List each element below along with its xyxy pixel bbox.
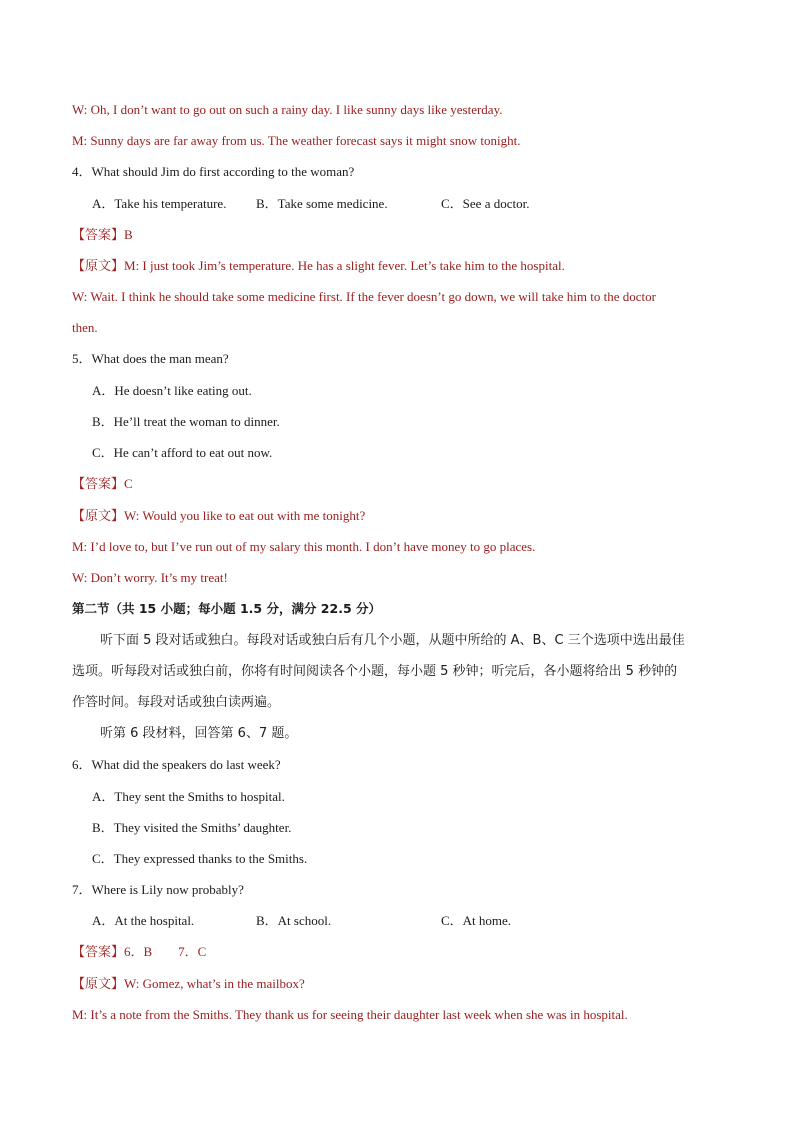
option-7b: B．At school. — [256, 913, 332, 928]
option-7a: A．At the hospital. — [92, 913, 195, 928]
answer-value: 6．B 7．C — [124, 944, 207, 959]
transcript-6-7 — [72, 975, 305, 994]
dialogue-line: W: Don’t worry. It’s my treat! — [72, 570, 228, 585]
answer-4 — [72, 226, 133, 245]
instruction-line: 听第 6 段材料，回答第 6、7 题。 — [100, 726, 298, 741]
answer-tag: 【答案】 — [72, 477, 125, 492]
dialogue-line: then. — [72, 320, 98, 335]
instruction-line: 作答时间。每段对话或独白读两遍。 — [72, 695, 281, 710]
transcript-text: M: I just took Jim’s temperature. He has a slight fever. Let’s take him to the hospital. — [124, 258, 565, 273]
dialogue-line: M: Sunny days are far away from us. The weather forecast says it might snow tonight. — [72, 133, 521, 148]
option-4c: C．See a doctor. — [441, 196, 530, 211]
transcript-text: W: Gomez, what’s in the mailbox? — [124, 976, 305, 991]
dialogue-line: M: I’d love to, but I’ve run out of my salary this month. I don’t have money to go places. — [72, 539, 536, 554]
question-7: 7．Where is Lily now probably? — [72, 882, 244, 897]
answer-5 — [72, 475, 133, 494]
answer-6-7 — [72, 943, 206, 962]
option-6a: A．They sent the Smiths to hospital. — [92, 789, 285, 804]
transcript-4 — [72, 257, 565, 276]
instruction-line: 选项。听每段对话或独白前，你将有时间阅读各个小题，每小题 5 秒钟；听完后，各小题将给出 5 秒钟的 — [72, 664, 678, 679]
option-6b: B．They visited the Smiths’ daughter. — [92, 820, 292, 835]
question-6: 6．What did the speakers do last week? — [72, 757, 281, 772]
transcript-tag: 【原文】 — [72, 259, 125, 274]
option-5c: C．He can’t afford to eat out now. — [92, 445, 273, 460]
section-heading: 第二节（共 15 小题；每小题 1.5 分，满分 22.5 分） — [72, 601, 381, 616]
question-4: 4．What should Jim do first according to the woman? — [72, 164, 355, 179]
option-6c: C．They expressed thanks to the Smiths. — [92, 851, 308, 866]
question-5: 5．What does the man mean? — [72, 351, 229, 366]
answer-value: C — [124, 476, 133, 491]
answer-value: B — [124, 227, 133, 242]
transcript-5 — [72, 507, 365, 526]
dialogue-line: W: Wait. I think he should take some medicine first. If the fever doesn’t go down, we will take him to the doctor — [72, 289, 656, 304]
transcript-tag: 【原文】 — [72, 977, 125, 992]
transcript-tag: 【原文】 — [72, 509, 125, 524]
answer-tag: 【答案】 — [72, 228, 125, 243]
dialogue-line: M: It’s a note from the Smiths. They thank us for seeing their daughter last week when she was in hospital. — [72, 1007, 628, 1022]
option-4a: A．Take his temperature. — [92, 196, 227, 211]
option-5a: A．He doesn’t like eating out. — [92, 383, 252, 398]
option-4b: B．Take some medicine. — [256, 196, 388, 211]
answer-tag: 【答案】 — [72, 945, 125, 960]
transcript-text: W: Would you like to eat out with me tonight? — [124, 508, 366, 523]
dialogue-line: W: Oh, I don’t want to go out on such a rainy day. I like sunny days like yesterday. — [72, 102, 503, 117]
option-5b: B．He’ll treat the woman to dinner. — [92, 414, 280, 429]
instruction-line: 听下面 5 段对话或独白。每段对话或独白后有几个小题，从题中所给的 A、B、C 三个选项中选出最佳 — [100, 633, 685, 648]
option-7c: C．At home. — [441, 913, 512, 928]
